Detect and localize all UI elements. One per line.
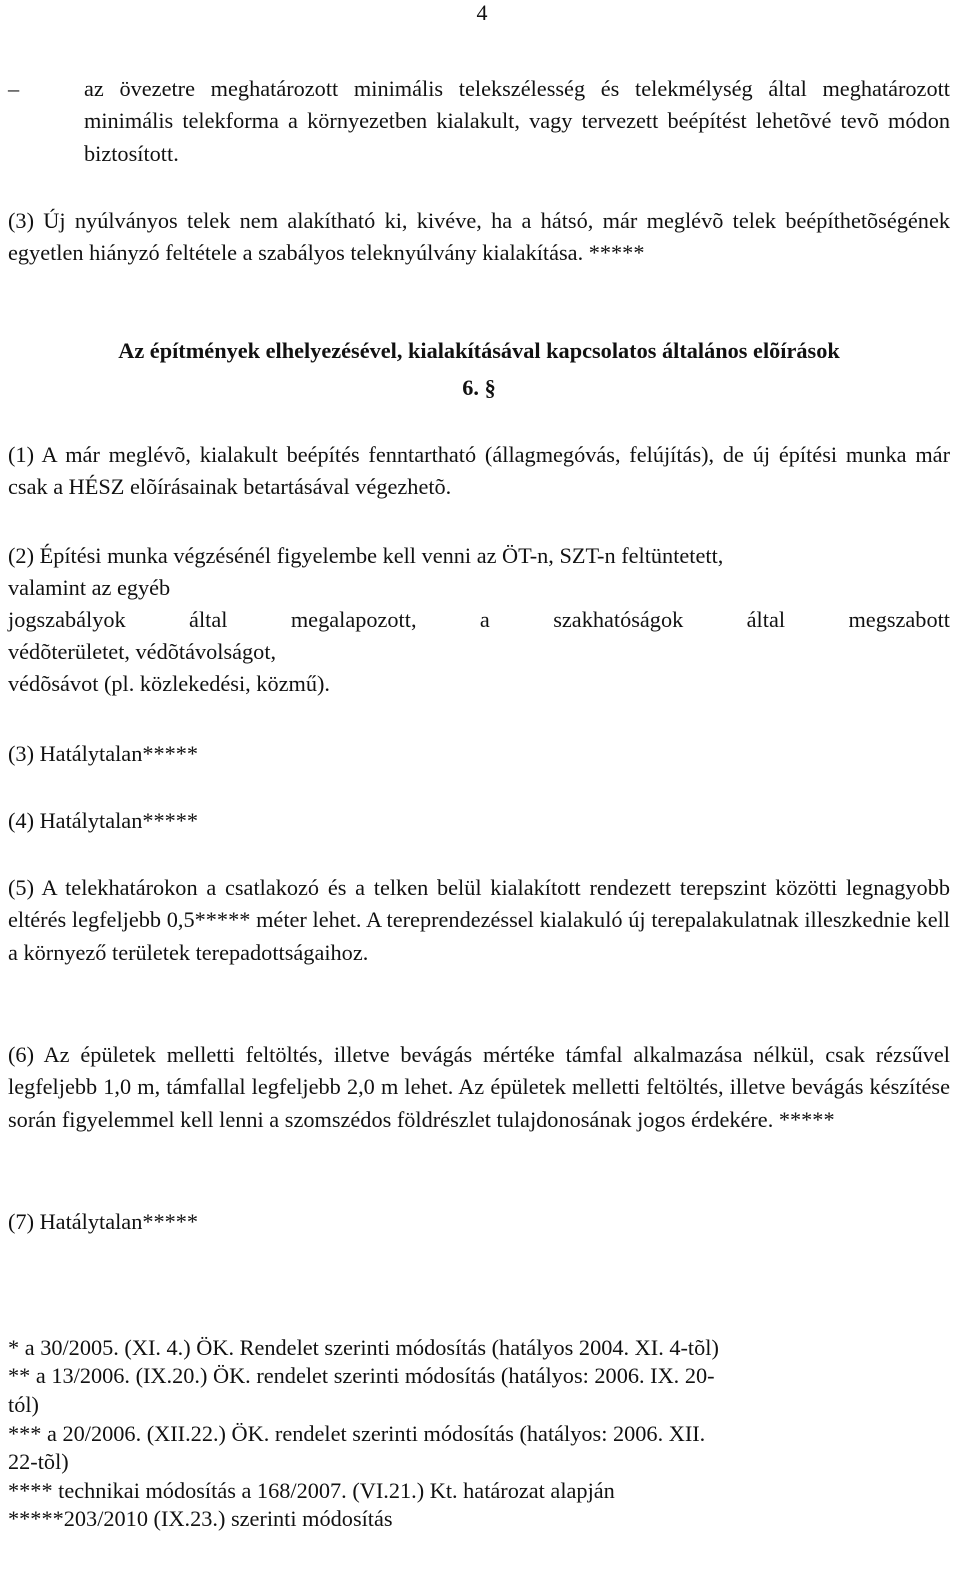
section-heading: Az építmények elhelyezésével, kialakításával kapcsolatos általános elõírások xyxy=(118,338,840,363)
paragraph-2-line-2: valamint az egyéb xyxy=(8,575,171,600)
footnote-3: *** a 20/2006. (XII.22.) ÖK. rendelet szerinti módosítás (hatályos: 2006. XII. xyxy=(8,1421,706,1446)
page-number: 4 xyxy=(476,0,488,25)
footnote-4: **** technikai módosítás a 168/2007. (VI.21.) Kt. határozat alapján xyxy=(8,1478,615,1503)
paragraph-7: (7) Hatálytalan***** xyxy=(8,1209,199,1234)
footnote-2: ** a 13/2006. (IX.20.) ÖK. rendelet szerinti módosítás (hatályos: 2006. IX. 20- xyxy=(8,1363,715,1388)
paragraph-2-line-5: védõsávot (pl. közlekedési, közmű). xyxy=(8,671,330,696)
paragraph-1: (1) A már meglévõ, kialakult beépítés fenntartható (állagmegóvás, felújítás), de új építési munka már csak a HÉSZ elõírásainak betartásával végezhetõ. xyxy=(8,442,950,500)
footnote-1: * a 30/2005. (XI. 4.) ÖK. Rendelet szerinti módosítás (hatályos 2004. XI. 4-tõl) xyxy=(8,1335,719,1360)
footnote-5: *****203/2010 (IX.23.) szerinti módosítás xyxy=(8,1506,393,1531)
footnote-3-continued: 22-tõl) xyxy=(8,1449,69,1474)
paragraph-2-line-1: (2) Építési munka végzésénél figyelembe kell venni az ÖT-n, SZT-n feltüntetett, xyxy=(8,543,724,568)
paragraph-3-nyulvanyos-telek: (3) Új nyúlványos telek nem alakítható ki, kivéve, ha a hátsó, már meglévõ telek beépíthetõségének egyetlen hiányzó feltétele a szabályos teleknyúlvány kialakítása. ***** xyxy=(8,208,950,266)
paragraph-4: (4) Hatálytalan***** xyxy=(8,808,199,833)
paragraph-5: (5) A telekhatárokon a csatlakozó és a telken belül kialakított rendezett terepszint közötti legnagyobb eltérés legfeljebb 0,5***** méter lehet. A tereprendezéssel kialakuló új terepalakulatnak illeszkednie kell a környező területek terepadottságaihoz. xyxy=(8,875,950,965)
paragraph-2-line-4: védõterületet, védõtávolságot, xyxy=(8,639,277,664)
list-bullet: – xyxy=(8,76,20,101)
paragraph-6: (6) Az épületek melletti feltöltés, illetve bevágás mértéke támfal alkalmazása nélkül, csak rézsűvel legfeljebb 1,0 m, támfallal legfeljebb 2,0 m lehet. Az épületek melletti feltöltés, illetve bevágás készítése során figyelemmel kell lenni a szomszédos földrészlet tulajdonosának jogos érdekére. ***** xyxy=(8,1042,950,1132)
section-number: 6. § xyxy=(462,375,496,400)
list-item-text: az övezetre meghatározott minimális telekszélesség és telekmélység által meghatározott minimális telekforma a környezetben kialakult, vagy tervezett beépítést lehetõvé tevõ módon biztosított. xyxy=(84,76,950,166)
paragraph-3: (3) Hatálytalan***** xyxy=(8,741,199,766)
footnote-2-continued: tól) xyxy=(8,1392,39,1417)
paragraph-2-line-3: jogszabályok által megalapozott, a szakhatóságok által megszabott xyxy=(8,607,950,632)
